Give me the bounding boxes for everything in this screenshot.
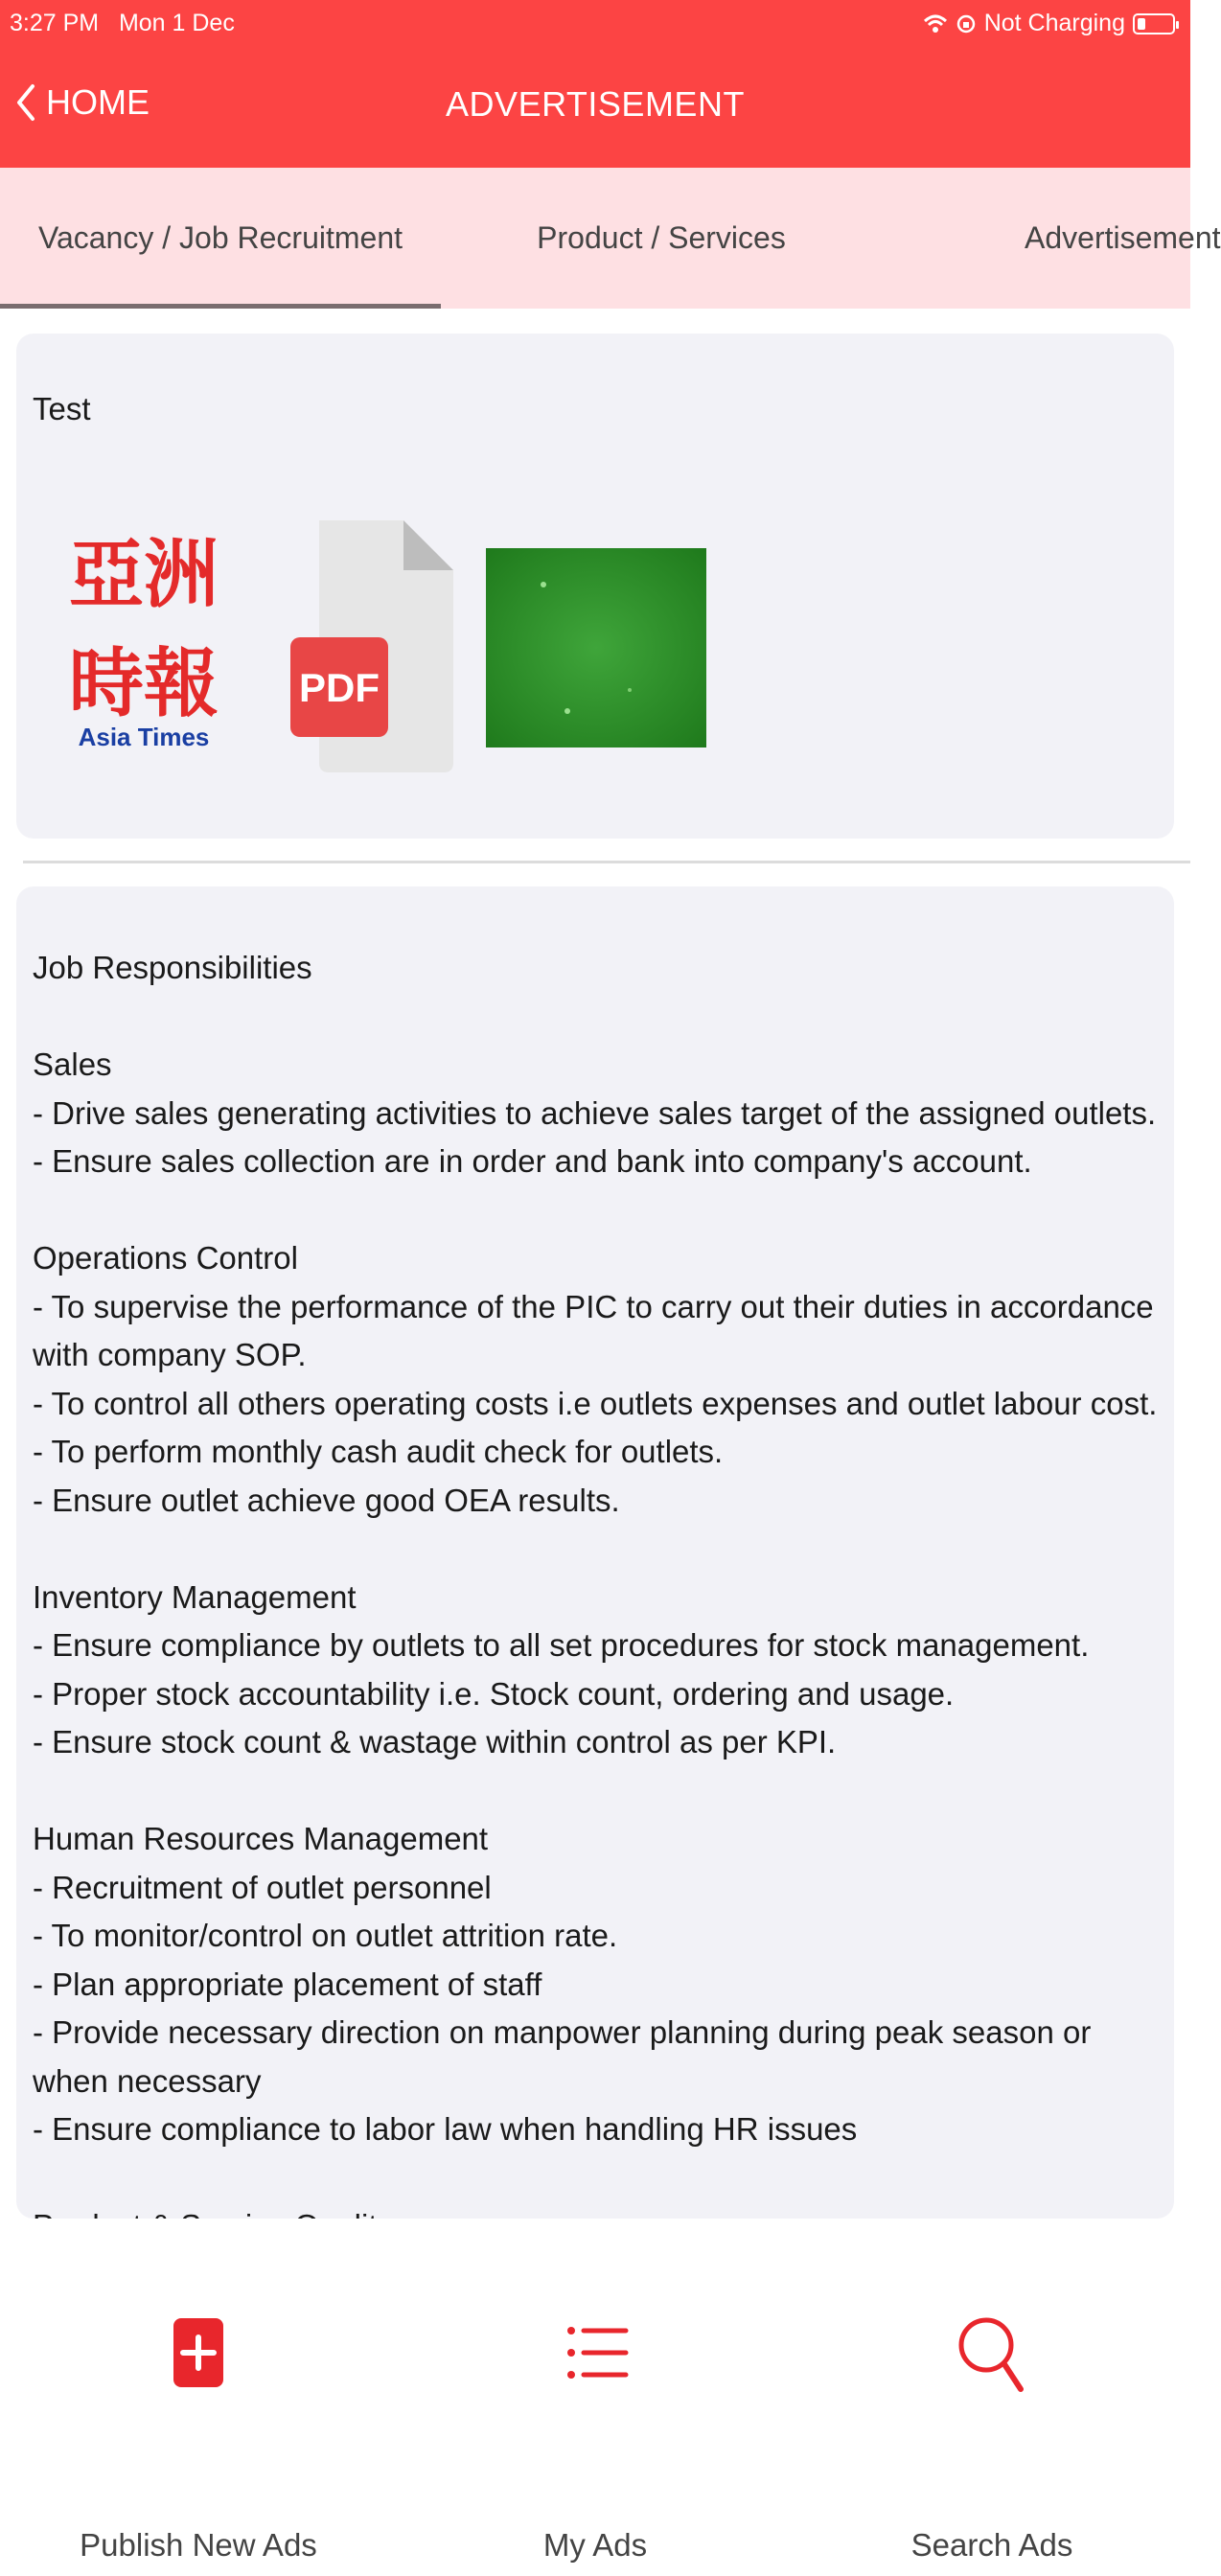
plus-icon xyxy=(150,2305,246,2401)
page-title: ADVERTISEMENT xyxy=(446,84,745,124)
bottom-tab-bar xyxy=(0,2219,1190,2576)
asia-times-logo-attachment[interactable] xyxy=(62,487,225,753)
active-tab-indicator xyxy=(0,304,441,309)
tab-vacancy[interactable]: Vacancy / Job Recruitment xyxy=(37,220,403,255)
orientation-lock-icon xyxy=(956,13,977,34)
svg-text:時報: 時報 xyxy=(68,640,219,727)
category-tabs xyxy=(0,168,1221,309)
back-label: HOME xyxy=(46,82,150,122)
svg-text:Asia Times: Asia Times xyxy=(78,723,210,751)
search-ads-button[interactable]: Search Ads xyxy=(794,2219,1190,2576)
search-icon xyxy=(944,2305,1040,2401)
publish-new-ads-button[interactable]: Publish New Ads xyxy=(0,2219,397,2576)
green-image-attachment[interactable] xyxy=(486,548,706,748)
battery-icon xyxy=(1133,13,1175,34)
ad-title: Test xyxy=(33,391,91,426)
svg-text:亞洲: 亞洲 xyxy=(68,531,219,618)
ad-description: Job Responsibilities Sales - Drive sales generating activities to achieve sales target of the assigned outlets. - Ensure sales collection are in order and bank into company's account. Operations Control - To supervise the performance of the PIC to carry out their duties in accordance with company SOP. - To control all others operating costs i.e outlets expenses and outlet labour cost. - To perform monthly cash audit check for outlets. - Ensure outlet achieve good OEA results. Inventory Management - Ensure compliance by outlets to all set procedures for stock management. - Proper stock accountability i.e. Stock count, ordering and usage. - Ensure stock count & wastage within control as per KPI. Human Resources Management - Recruitment of outlet personnel - To monitor/control on outlet attrition rate. - Plan appropriate placement of staff - Provide necessary direction on manpower planning during peak season or when necessary - Ensure compliance to labor law when handling HR issues xyxy=(33,950,1158,2147)
list-icon xyxy=(547,2305,643,2401)
status-right: Not Charging xyxy=(923,10,1175,37)
ad-description-card xyxy=(16,886,1174,2219)
status-time: 3:27 PM Mon 1 Dec xyxy=(10,10,235,36)
tab-advertisement[interactable]: Advertisement xyxy=(1025,220,1221,255)
pdf-attachment-icon[interactable] xyxy=(290,520,453,772)
my-ads-button[interactable]: My Ads xyxy=(397,2219,794,2576)
ad-header-card xyxy=(16,334,1174,839)
status-bar xyxy=(0,0,1190,50)
wifi-icon xyxy=(923,13,948,34)
svg-text:PDF: PDF xyxy=(299,665,380,710)
section-divider xyxy=(23,861,1190,863)
tab-product-services[interactable]: Product / Services xyxy=(537,220,786,255)
top-bar xyxy=(0,0,1190,168)
